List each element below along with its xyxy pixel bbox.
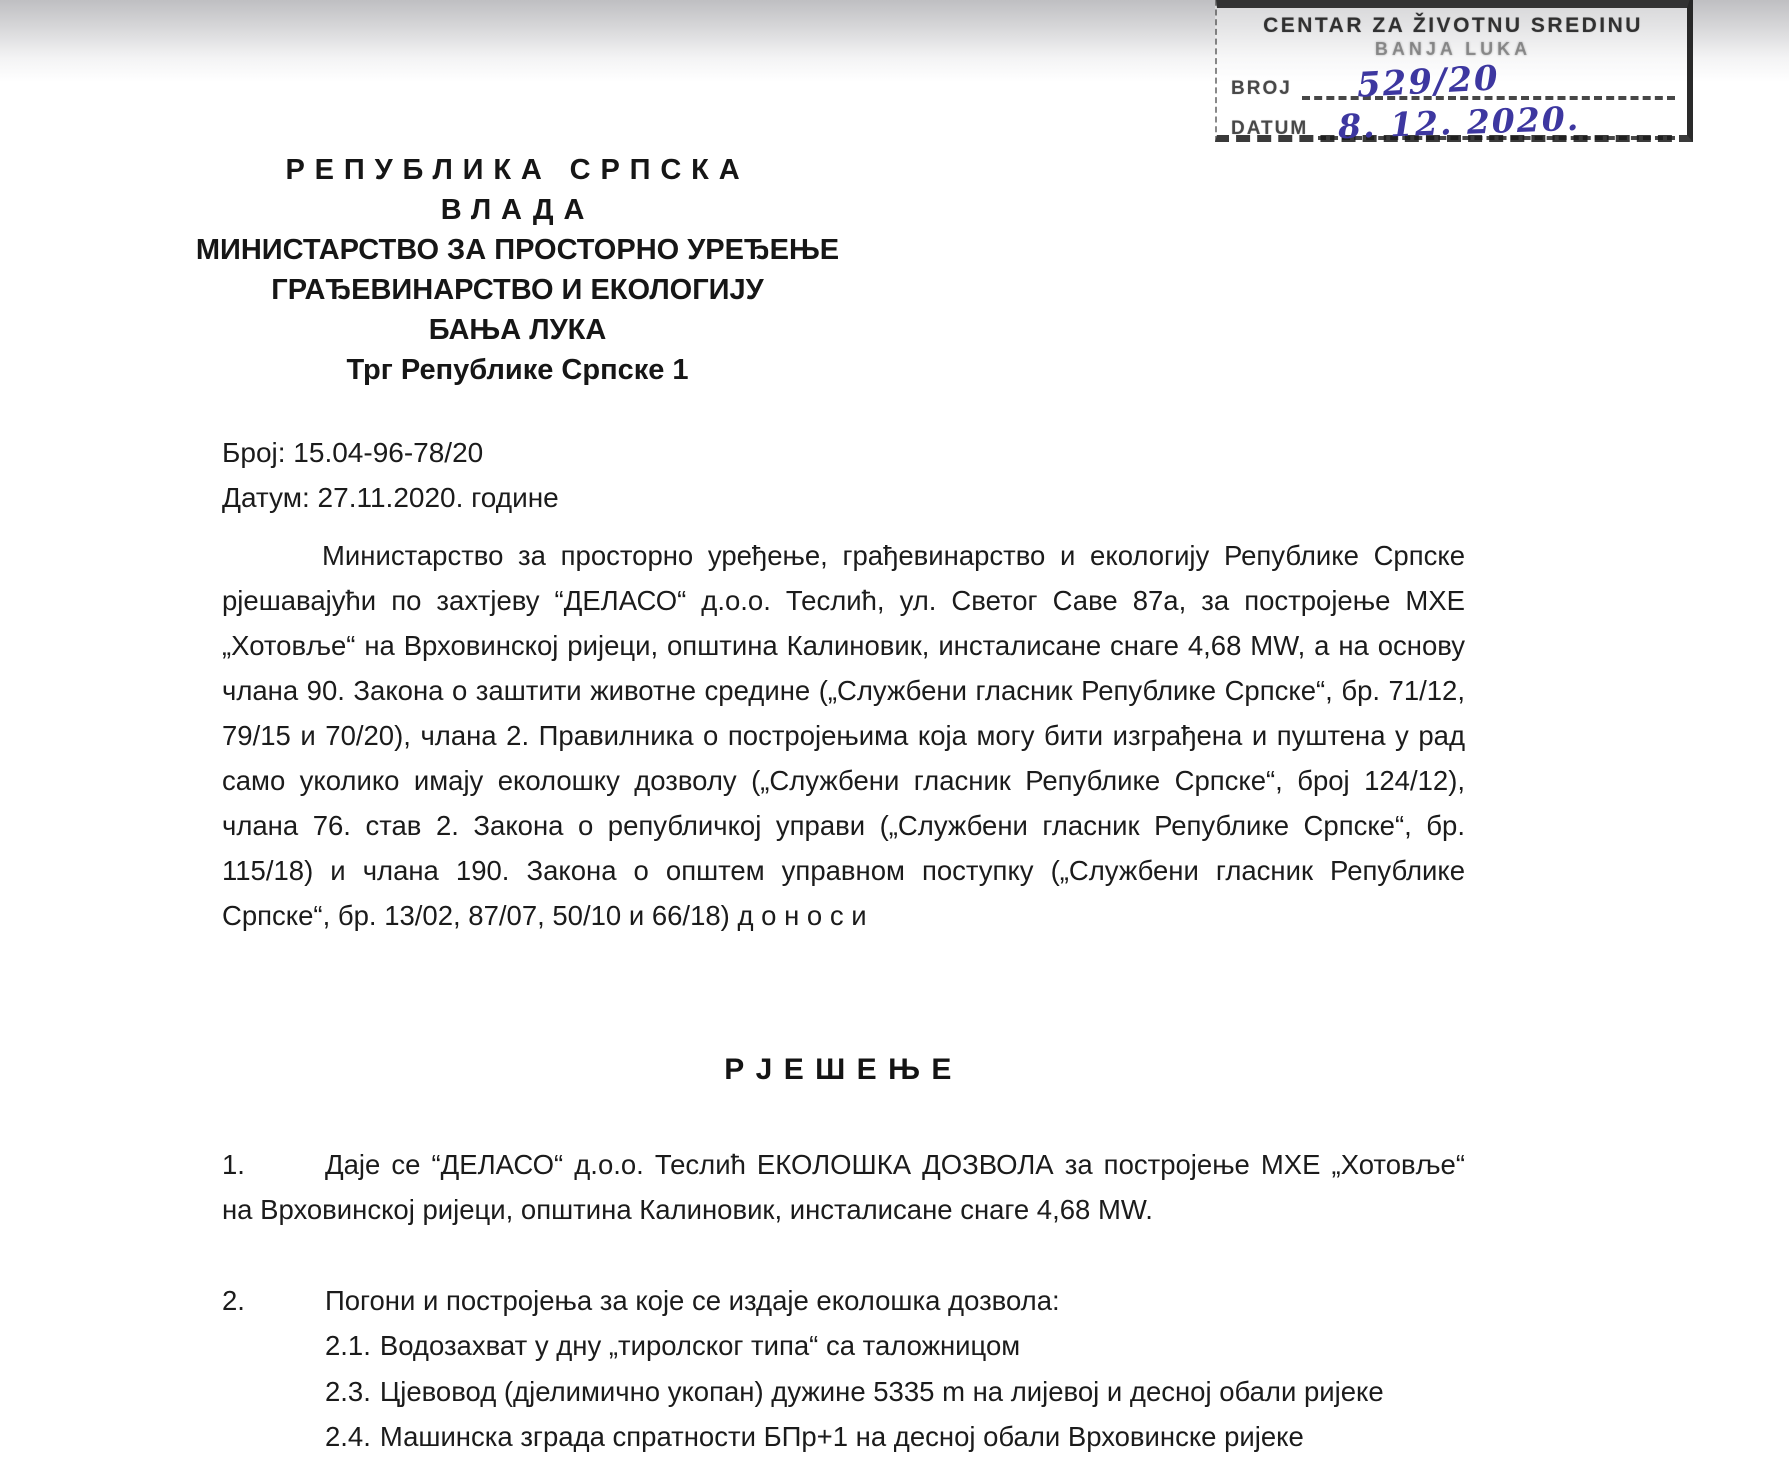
- item-1-text: Даје се “ДЕЛАСО“ д.о.о. Теслић ЕКОЛОШКА ДОЗВОЛА за постројење МХЕ „Хотовље“ на Врховинској ријеци, општина Калиновик, инсталисане снаге 4,68 MW.: [222, 1149, 1465, 1225]
- letterhead-city: БАЊА ЛУКА: [428, 314, 607, 346]
- decision-item-1: [222, 1142, 1465, 1232]
- stamp-broj-handwritten-value: 529/20: [1355, 58, 1501, 106]
- stamp-datum-label: DATUM: [1231, 118, 1309, 139]
- letterhead-ministry-line2: ГРАЂЕВИНАРСТВО И ЕКОЛОГИЈУ: [271, 274, 764, 306]
- subitem-2-1-text: Водозахват у дну „тиролског типа“ са таложницом: [379, 1330, 1021, 1361]
- stamp-datum-line: [1318, 98, 1675, 147]
- stamp-city: BANJA LUKA: [1374, 39, 1532, 59]
- item-1-number: 1.: [222, 1149, 245, 1180]
- subitem-2-3-number: 2.3.: [325, 1375, 371, 1407]
- letterhead-ministry-line1: МИНИСТАРСТВО ЗА ПРОСТОРНО УРЕЂЕЊЕ: [195, 234, 840, 266]
- intro-paragraph: Министарство за просторно уређење, грађевинарство и екологију Републике Српске рјешавајући по захтјеву “ДЕЛАСО“ д.о.о. Теслић, ул. Светог Саве 87а, за постројење МХЕ „Хотовље“ на Врховинској ријеци, општина Калиновик, инсталисане снаге 4,68 MW, а на основу члана 90. Закона о заштити животне средине („Службени гласник Републике Српске“, бр. 71/12, 79/15 и 70/20), члана 2. Правилника о постројењима која могу бити изграђена и пуштена у рад само уколико имају еколошку дозволу („Службени гласник Републике Српске“, број 124/12), члана 76. став 2. Закона о републичкој управи („Службени гласник Републике Српске“, бр. 115/18) и члана 190. Закона о општем управном поступку („Службени гласник Републике Српске“, бр. 13/02, 87/07, 50/10 и 66/18) д о н о с и: [222, 540, 1465, 931]
- subitem-2-4-number: 2.4.: [325, 1421, 371, 1452]
- letterhead-address: Трг Републике Српске 1: [346, 354, 689, 386]
- document-date: Датум: 27.11.2020. године: [222, 482, 559, 513]
- subitem-2-4: [325, 1414, 1465, 1460]
- item-2-heading: [222, 1278, 1465, 1323]
- stamp-datum-row: [1231, 98, 1675, 147]
- document-number: Број: 15.04-96-78/20: [222, 437, 484, 468]
- stamp-broj-row: [1231, 58, 1675, 106]
- subitem-2-1: [325, 1323, 1465, 1369]
- letterhead-government: ВЛАДА: [440, 194, 595, 226]
- subitem-2-1-number: 2.1.: [325, 1330, 371, 1361]
- subitem-2-3: [325, 1369, 1465, 1415]
- item-2-text: Погони и постројења за које се издаје еколошка дозвола:: [325, 1285, 1060, 1316]
- letterhead: [185, 150, 850, 390]
- decision-title: РЈЕШЕЊЕ: [724, 1053, 963, 1086]
- letterhead-republic: РЕПУБЛИКА СРПСКА: [285, 154, 750, 186]
- document-meta: [222, 430, 559, 520]
- decision-item-2: [222, 1278, 1465, 1460]
- item-2-number: 2.: [222, 1285, 245, 1316]
- item-2-subitems: [325, 1323, 1465, 1460]
- stamp-broj-line: [1302, 58, 1675, 106]
- stamp-broj-label: BROJ: [1231, 78, 1292, 99]
- subitem-2-4-text: Машинска зграда спратности БПр+1 на десној обали Врховинске ријеке: [379, 1421, 1304, 1452]
- received-stamp: [1215, 0, 1693, 147]
- stamp-org-name: CENTAR ZA ŽIVOTNU SREDINU: [1263, 14, 1643, 37]
- subitem-2-3-text: Цјевовод (дјелимично укопан) дужине 5335 m на лијевој и десној обали ријеке: [379, 1375, 1384, 1407]
- stamp-datum-handwritten-value: 8. 12. 2020.: [1337, 98, 1581, 147]
